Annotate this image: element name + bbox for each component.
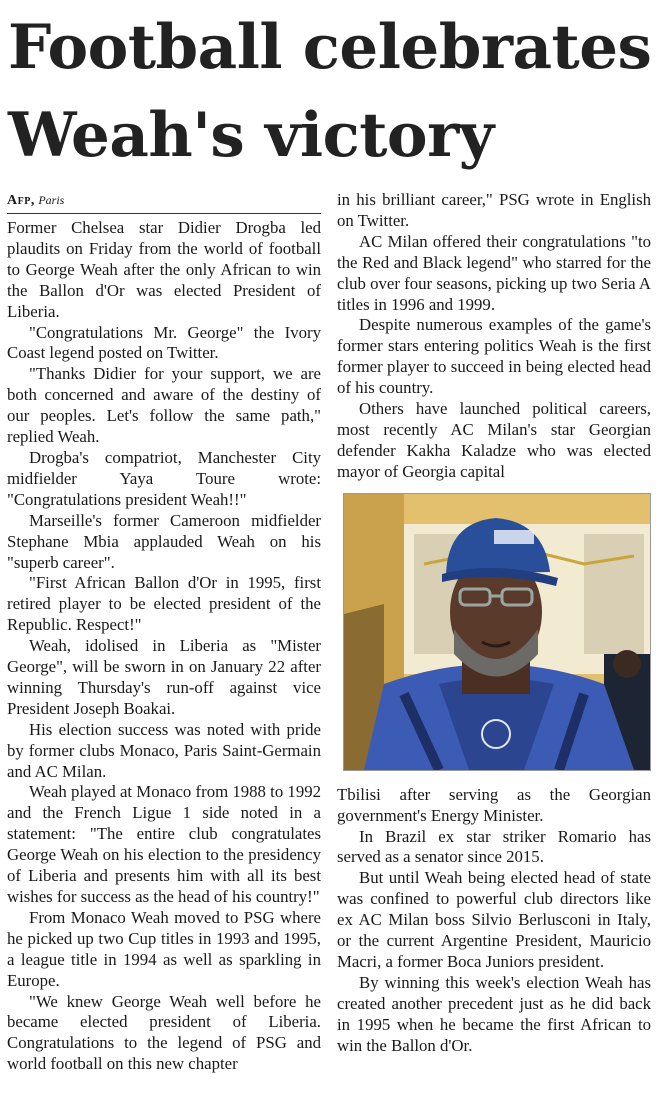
paragraph: Tbilisi after serving as the Georgian government's Energy Minister. <box>337 784 651 825</box>
paragraph: Former Chelsea star Didier Drogba led plaudits on Friday from the world of football to George Weah after the only African to win the Ballon d'Or was elected President of Liberia. <box>7 218 321 321</box>
weah-photo <box>343 493 651 771</box>
paragraph: His election success was noted with pride by former clubs Monaco, Paris Saint-Germain and AC Milan. <box>7 719 321 781</box>
paragraph: From Monaco Weah moved to PSG where he picked up two Cup titles in 1993 and 1995, a league title in 1994 as well as sparkling in Europe. <box>7 907 321 990</box>
paragraph: Marseille's former Cameroon midfielder Stephane Mbia applauded Weah on his "superb career". <box>7 510 321 572</box>
paragraph: Others have launched political careers, most recently AC Milan's star Georgian defender Kakha Kaladze who was elected mayor of Georgia capital <box>337 399 651 481</box>
byline-agency: Afp, <box>7 193 35 208</box>
paragraph: "First African Ballon d'Or in 1995, first retired player to be elected president of the Republic. Respect!" <box>7 573 321 635</box>
paragraph: "Thanks Didier for your support, we are both concerned and aware of the destiny of our peoples. Let's follow the same path," replied Weah. <box>7 364 321 447</box>
paragraph: "We knew George Weah well before he became elected president of Liberia. Congratulations to the legend of PSG and world football on this new chapter <box>7 991 321 1074</box>
paragraph: AC Milan offered their congratulations "to the Red and Black legend" who starred for the club over four seasons, picking up two Seria A titles in 1996 and 1999. <box>337 231 651 314</box>
paragraph: Drogba's compatriot, Manchester City midfielder Yaya Toure wrote: "Congratulations president Weah!!" <box>7 447 321 509</box>
paragraph: Weah played at Monaco from 1988 to 1992 and the French Ligue 1 side noted in a statement: "The entire club congratulates George Weah on his election to the presidency of Liberia and presents him with all its best wishes for success as the head of his country!" <box>7 782 321 906</box>
paragraph: In Brazil ex star striker Romario has served as a senator since 2015. <box>337 826 651 867</box>
paragraph: "Congratulations Mr. George" the Ivory Coast legend posted on Twitter. <box>7 322 321 363</box>
paragraph: Weah, idolised in Liberia as "Mister George", will be sworn in on January 22 after winning Thursday's run-off against vice President Joseph Boakai. <box>7 636 321 718</box>
byline-place: Paris <box>38 193 65 207</box>
paragraph: By winning this week's election Weah has created another precedent just as he did back in 1995 when he became the first African to win the Ballon d'Or. <box>337 972 651 1055</box>
paragraph: But until Weah being elected head of state was confined to powerful club directors like ex AC Milan boss Silvio Berlusconi in Italy, or the current Argentine President, Mauricio Macri, a former Boca Juniors president. <box>337 868 651 971</box>
article-column-right <box>337 190 651 1056</box>
paragraph: Despite numerous examples of the game's former stars entering politics Weah is the first former player to succeed in being elected head of his country. <box>337 315 651 398</box>
headline: Football celebrates Weah's victory <box>8 12 652 171</box>
byline <box>7 190 321 214</box>
article-column-left <box>7 190 321 1075</box>
paragraph: in his brilliant career," PSG wrote in English on Twitter. <box>337 190 651 230</box>
